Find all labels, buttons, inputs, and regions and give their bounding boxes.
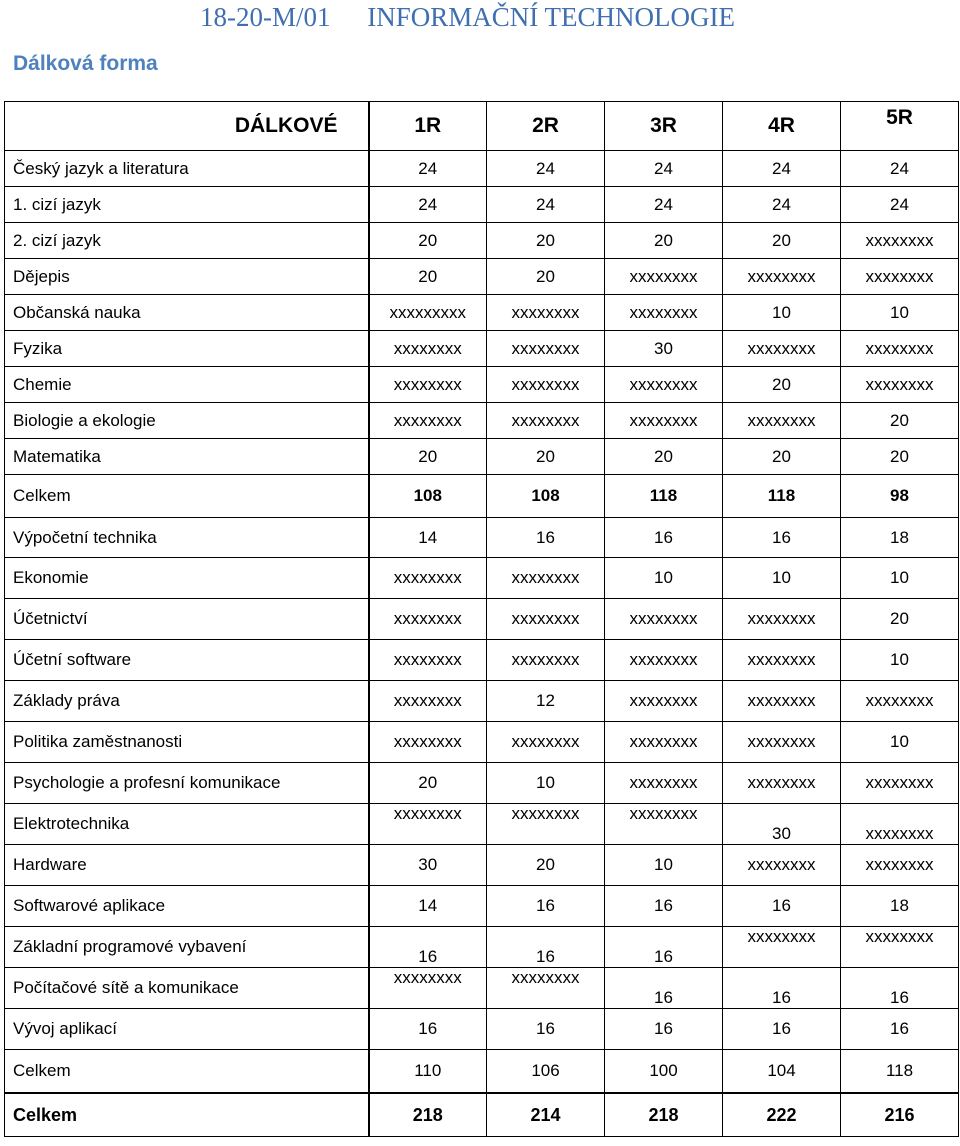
subject-name: Celkem xyxy=(5,1093,369,1137)
table-row xyxy=(5,331,959,367)
hours-year-5: xxxxxxxx xyxy=(841,259,959,295)
hours-year-1: 14 xyxy=(369,886,487,927)
hours-year-2: 10 xyxy=(487,763,605,804)
hours-year-1: xxxxxxxxx xyxy=(369,295,487,331)
hours-year-4: 20 xyxy=(723,367,841,403)
column-header-year-5: 5R xyxy=(841,102,959,151)
subject-name: 1. cizí jazyk xyxy=(5,187,369,223)
hours-year-5: 16 xyxy=(841,968,959,1009)
hours-year-4: 118 xyxy=(723,475,841,518)
table-row xyxy=(5,968,959,1009)
table-row xyxy=(5,845,959,886)
hours-year-1: xxxxxxxx xyxy=(369,722,487,763)
hours-year-3: 20 xyxy=(605,223,723,259)
hours-year-1: 20 xyxy=(369,259,487,295)
hours-year-5: 24 xyxy=(841,187,959,223)
subject-name: Počítačové sítě a komunikace xyxy=(5,968,369,1009)
table-row xyxy=(5,259,959,295)
table-row xyxy=(5,640,959,681)
table-row xyxy=(5,681,959,722)
hours-year-4: xxxxxxxx xyxy=(723,927,841,968)
hours-year-1: 24 xyxy=(369,187,487,223)
hours-year-4: 16 xyxy=(723,518,841,558)
hours-year-5: 118 xyxy=(841,1050,959,1094)
column-header-year-4: 4R xyxy=(723,102,841,151)
hours-year-5: 20 xyxy=(841,439,959,475)
hours-year-3: 16 xyxy=(605,518,723,558)
hours-year-2: 16 xyxy=(487,1009,605,1050)
hours-year-3: 24 xyxy=(605,187,723,223)
table-row xyxy=(5,518,959,558)
hours-year-1: 218 xyxy=(369,1093,487,1137)
table-row xyxy=(5,367,959,403)
table-row xyxy=(5,722,959,763)
hours-year-5: xxxxxxxx xyxy=(841,927,959,968)
hours-year-1: 30 xyxy=(369,845,487,886)
hours-year-4: 16 xyxy=(723,886,841,927)
subject-name: Základní programové vybavení xyxy=(5,927,369,968)
subject-name: Elektrotechnika xyxy=(5,804,369,845)
hours-year-2: xxxxxxxx xyxy=(487,331,605,367)
document-title xyxy=(200,0,735,34)
hours-year-5: xxxxxxxx xyxy=(841,331,959,367)
hours-year-5: 10 xyxy=(841,722,959,763)
hours-year-5: xxxxxxxx xyxy=(841,804,959,845)
hours-year-4: 30 xyxy=(723,804,841,845)
hours-year-5: 18 xyxy=(841,518,959,558)
hours-year-4: xxxxxxxx xyxy=(723,845,841,886)
hours-year-5: xxxxxxxx xyxy=(841,681,959,722)
subject-name: Účetnictví xyxy=(5,599,369,640)
hours-year-2: 24 xyxy=(487,187,605,223)
hours-year-1: 110 xyxy=(369,1050,487,1094)
hours-year-2: 214 xyxy=(487,1093,605,1137)
hours-year-2: 20 xyxy=(487,439,605,475)
hours-year-4: 24 xyxy=(723,151,841,187)
study-form-label: Dálková forma xyxy=(13,52,158,75)
hours-year-2: 16 xyxy=(487,927,605,968)
hours-year-3: xxxxxxxx xyxy=(605,804,723,845)
table-row xyxy=(5,804,959,845)
hours-year-4: xxxxxxxx xyxy=(723,331,841,367)
hours-year-4: 222 xyxy=(723,1093,841,1137)
hours-year-5: xxxxxxxx xyxy=(841,763,959,804)
hours-year-3: xxxxxxxx xyxy=(605,640,723,681)
table-row xyxy=(5,295,959,331)
hours-year-4: xxxxxxxx xyxy=(723,722,841,763)
hours-year-5: xxxxxxxx xyxy=(841,367,959,403)
hours-year-4: xxxxxxxx xyxy=(723,681,841,722)
hours-year-3: 24 xyxy=(605,151,723,187)
hours-year-4: 20 xyxy=(723,223,841,259)
hours-year-2: 12 xyxy=(487,681,605,722)
hours-year-2: xxxxxxxx xyxy=(487,968,605,1009)
hours-year-3: 118 xyxy=(605,475,723,518)
hours-year-4: 24 xyxy=(723,187,841,223)
hours-year-4: xxxxxxxx xyxy=(723,763,841,804)
hours-year-5: 10 xyxy=(841,295,959,331)
hours-year-2: xxxxxxxx xyxy=(487,640,605,681)
hours-year-3: xxxxxxxx xyxy=(605,599,723,640)
hours-year-3: 100 xyxy=(605,1050,723,1094)
hours-year-1: xxxxxxxx xyxy=(369,968,487,1009)
hours-year-1: xxxxxxxx xyxy=(369,804,487,845)
hours-year-4: 104 xyxy=(723,1050,841,1094)
hours-year-3: xxxxxxxx xyxy=(605,367,723,403)
table-row xyxy=(5,1050,959,1094)
table-row xyxy=(5,927,959,968)
hours-year-2: xxxxxxxx xyxy=(487,367,605,403)
subject-name: Dějepis xyxy=(5,259,369,295)
table-row xyxy=(5,439,959,475)
subject-name: Celkem xyxy=(5,1050,369,1094)
subject-name: Ekonomie xyxy=(5,558,369,599)
hours-year-1: xxxxxxxx xyxy=(369,331,487,367)
table-row xyxy=(5,223,959,259)
subject-name: Politika zaměstnanosti xyxy=(5,722,369,763)
hours-year-3: 16 xyxy=(605,1009,723,1050)
subject-name: Chemie xyxy=(5,367,369,403)
hours-year-1: xxxxxxxx xyxy=(369,599,487,640)
subject-name: Psychologie a profesní komunikace xyxy=(5,763,369,804)
hours-year-2: xxxxxxxx xyxy=(487,722,605,763)
hours-year-4: xxxxxxxx xyxy=(723,403,841,439)
hours-year-5: 16 xyxy=(841,1009,959,1050)
table-row xyxy=(5,1009,959,1050)
hours-year-1: xxxxxxxx xyxy=(369,403,487,439)
hours-year-1: 20 xyxy=(369,439,487,475)
hours-year-2: 106 xyxy=(487,1050,605,1094)
hours-year-3: 16 xyxy=(605,927,723,968)
hours-year-4: 16 xyxy=(723,968,841,1009)
hours-year-5: xxxxxxxx xyxy=(841,223,959,259)
program-title: INFORMAČNÍ TECHNOLOGIE xyxy=(367,2,735,32)
subject-name: Účetní software xyxy=(5,640,369,681)
hours-year-4: 10 xyxy=(723,295,841,331)
table-row xyxy=(5,599,959,640)
subject-name: Fyzika xyxy=(5,331,369,367)
hours-year-2: 20 xyxy=(487,259,605,295)
hours-year-2: xxxxxxxx xyxy=(487,403,605,439)
table-row xyxy=(5,475,959,518)
hours-year-1: 24 xyxy=(369,151,487,187)
table-row xyxy=(5,763,959,804)
subject-name: 2. cizí jazyk xyxy=(5,223,369,259)
hours-year-2: xxxxxxxx xyxy=(487,599,605,640)
subject-name: Český jazyk a literatura xyxy=(5,151,369,187)
hours-year-1: 14 xyxy=(369,518,487,558)
column-header-year-2: 2R xyxy=(487,102,605,151)
hours-year-2: 24 xyxy=(487,151,605,187)
hours-year-3: 30 xyxy=(605,331,723,367)
hours-year-3: xxxxxxxx xyxy=(605,722,723,763)
hours-year-2: xxxxxxxx xyxy=(487,295,605,331)
table-header-row xyxy=(5,102,959,151)
hours-year-4: 16 xyxy=(723,1009,841,1050)
table-row xyxy=(5,558,959,599)
hours-year-2: 20 xyxy=(487,223,605,259)
hours-year-2: 20 xyxy=(487,845,605,886)
hours-year-5: 20 xyxy=(841,403,959,439)
subject-name: Celkem xyxy=(5,475,369,518)
table-row xyxy=(5,151,959,187)
hours-year-3: xxxxxxxx xyxy=(605,295,723,331)
subject-name: Hardware xyxy=(5,845,369,886)
hours-year-5: 10 xyxy=(841,640,959,681)
hours-year-1: 16 xyxy=(369,927,487,968)
hours-year-4: xxxxxxxx xyxy=(723,599,841,640)
subject-name: Biologie a ekologie xyxy=(5,403,369,439)
hours-year-4: 10 xyxy=(723,558,841,599)
hours-year-4: xxxxxxxx xyxy=(723,259,841,295)
hours-year-3: xxxxxxxx xyxy=(605,763,723,804)
program-code: 18-20-M/01 xyxy=(200,2,331,32)
hours-year-1: xxxxxxxx xyxy=(369,367,487,403)
hours-year-5: 98 xyxy=(841,475,959,518)
hours-year-3: 218 xyxy=(605,1093,723,1137)
hours-year-2: 108 xyxy=(487,475,605,518)
hours-year-3: xxxxxxxx xyxy=(605,681,723,722)
hours-year-5: 20 xyxy=(841,599,959,640)
hours-year-1: xxxxxxxx xyxy=(369,681,487,722)
table-row xyxy=(5,403,959,439)
hours-year-2: 16 xyxy=(487,518,605,558)
subject-name: Výpočetní technika xyxy=(5,518,369,558)
hours-year-1: xxxxxxxx xyxy=(369,558,487,599)
hours-year-3: 10 xyxy=(605,558,723,599)
hours-year-3: 20 xyxy=(605,439,723,475)
table-row xyxy=(5,1093,959,1137)
curriculum-table xyxy=(4,101,959,1137)
hours-year-2: xxxxxxxx xyxy=(487,558,605,599)
column-header-year-3: 3R xyxy=(605,102,723,151)
subject-name: Vývoj aplikací xyxy=(5,1009,369,1050)
hours-year-2: 16 xyxy=(487,886,605,927)
hours-year-3: 16 xyxy=(605,968,723,1009)
hours-year-3: xxxxxxxx xyxy=(605,259,723,295)
hours-year-1: 108 xyxy=(369,475,487,518)
hours-year-5: 24 xyxy=(841,151,959,187)
column-header-year-1: 1R xyxy=(369,102,487,151)
hours-year-1: xxxxxxxx xyxy=(369,640,487,681)
hours-year-1: 20 xyxy=(369,223,487,259)
hours-year-5: xxxxxxxx xyxy=(841,845,959,886)
subject-name: Matematika xyxy=(5,439,369,475)
hours-year-4: 20 xyxy=(723,439,841,475)
table-row xyxy=(5,886,959,927)
hours-year-3: xxxxxxxx xyxy=(605,403,723,439)
subject-name: Softwarové aplikace xyxy=(5,886,369,927)
hours-year-3: 10 xyxy=(605,845,723,886)
hours-year-1: 16 xyxy=(369,1009,487,1050)
hours-year-1: 20 xyxy=(369,763,487,804)
table-row xyxy=(5,187,959,223)
column-header-form: DÁLKOVÉ xyxy=(5,102,369,151)
subject-name: Základy práva xyxy=(5,681,369,722)
hours-year-5: 10 xyxy=(841,558,959,599)
hours-year-5: 216 xyxy=(841,1093,959,1137)
hours-year-4: xxxxxxxx xyxy=(723,640,841,681)
hours-year-5: 18 xyxy=(841,886,959,927)
subject-name: Občanská nauka xyxy=(5,295,369,331)
hours-year-2: xxxxxxxx xyxy=(487,804,605,845)
hours-year-3: 16 xyxy=(605,886,723,927)
